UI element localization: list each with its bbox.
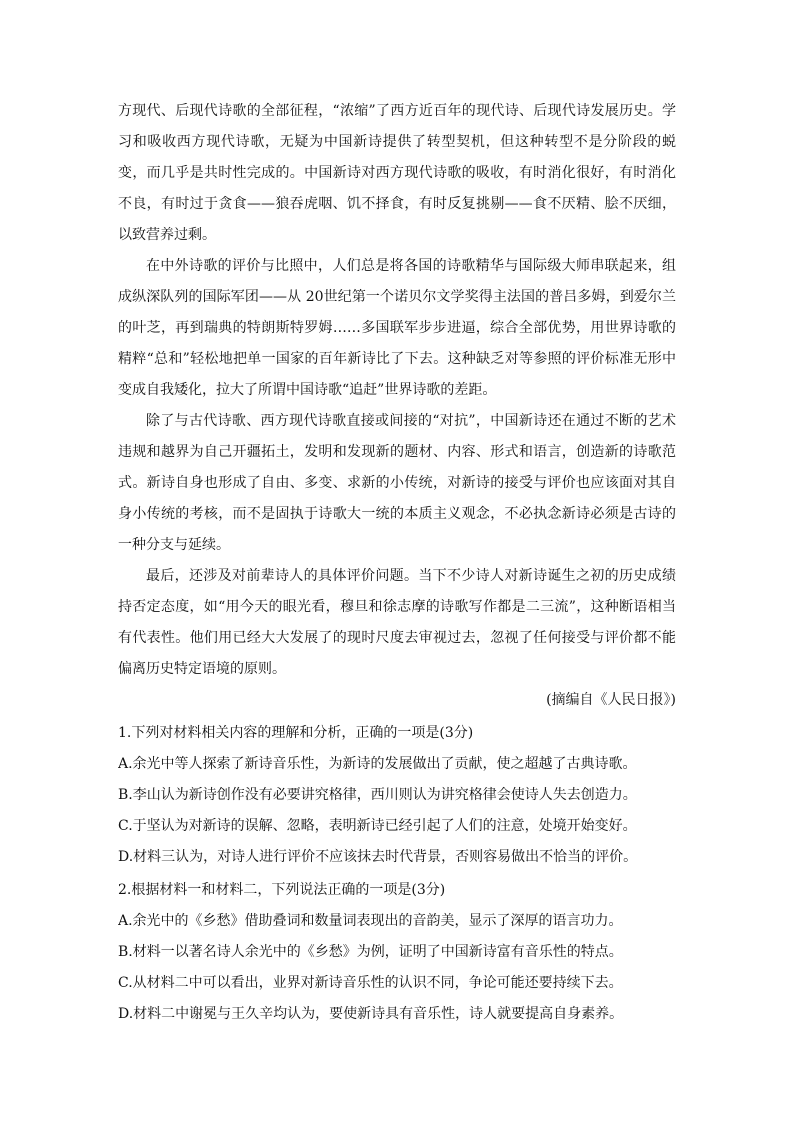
question-1 [118, 718, 676, 873]
question-option-c: C.于坚认为对新诗的误解、忽略，表明新诗已经引起了人们的注意，处境开始变好。 [118, 818, 637, 834]
question-option-b: B.材料一以著名诗人余光中的《乡愁》为例，证明了中国新诗富有音乐性的特点。 [118, 944, 623, 960]
question-option-d: D.材料三认为，对诗人进行评价不应该抹去时代背景，否则容易做出不恰当的评价。 [118, 849, 638, 865]
question-option-c: C.从材料二中可以看出，业界对新诗音乐性的认识不同，争论可能还要持续下去。 [118, 975, 623, 991]
article-paragraph-4: 最后，还涉及对前辈诗人的具体评价问题。当下不少诗人对新诗诞生之初的历史成绩持否定态度，如“用今天的眼光看，穆旦和徐志摩的诗歌写作都是二三流”，这种断语相当有代表性。他们用已经大大发展了的现时尺度去审视过去，忽视了任何接受与评价都不能偏离历史特定语境的原则。 [118, 568, 676, 677]
question-option-a: A.余光中的《乡愁》借助叠词和数量词表现出的音韵美，显示了深厚的语言功力。 [118, 913, 623, 929]
article-source: (摘编自《人民日报》) [546, 692, 676, 708]
question-2 [118, 875, 676, 1030]
article-paragraph-2: 在中外诗歌的评价与比照中，人们总是将各国的诗歌精华与国际级大师串联起来，组成纵深队列的国际军团——从 20世纪第一个诺贝尔文学奖得主法国的普吕多姆，到爱尔兰的叶芝，再到瑞典的特朗斯特罗姆……多国联军步步进逼，综合全部优势，用世界诗歌的精粹“总和”轻松地把单一国家的百年新诗比了下去。这种缺乏对等参照的评价标准无形中变成自我矮化，拉大了所谓中国诗歌“追赶”世界诗歌的差距。 [118, 258, 676, 398]
question-stem: 2.根据材料一和材料二，下列说法正确的一项是(3分) [118, 882, 446, 898]
article [118, 96, 676, 716]
article-paragraph-1: 方现代、后现代诗歌的全部征程，“浓缩”了西方近百年的现代诗、后现代诗发展历史。学习和吸收西方现代诗歌，无疑为中国新诗提供了转型契机，但这种转型不是分阶段的蜕变，而几乎是共时性完成的。中国新诗对西方现代诗歌的吸收，有时消化很好，有时消化不良，有时过于贪食——狼吞虎咽、饥不择食，有时反复挑剔——食不厌精、脍不厌细，以致营养过剩。 [118, 103, 676, 243]
question-option-a: A.余光中等人探索了新诗音乐性，为新诗的发展做出了贡献，使之超越了古典诗歌。 [118, 756, 637, 772]
question-option-b: B.李山认为新诗创作没有必要讲究格律，西川则认为讲究格律会使诗人失去创造力。 [118, 787, 637, 803]
question-stem: 1.下列对材料相关内容的理解和分析，正确的一项是(3分) [118, 725, 474, 741]
document-page [118, 96, 676, 1030]
article-paragraph-3: 除了与古代诗歌、西方现代诗歌直接或间接的“对抗”，中国新诗还在通过不断的艺术违规和越界为自己开疆拓土，发明和发现新的题材、内容、形式和语言，创造新的诗歌范式。新诗自身也形成了自由、多变、求新的小传统，对新诗的接受与评价也应该面对其自身小传统的考核，而不是固执于诗歌大一统的本质主义观念，不必执念新诗必须是古诗的一种分支与延续。 [118, 413, 676, 553]
question-option-d: D.材料二中谢冕与王久辛均认为，要使新诗具有音乐性，诗人就要提高自身素养。 [118, 1006, 624, 1022]
